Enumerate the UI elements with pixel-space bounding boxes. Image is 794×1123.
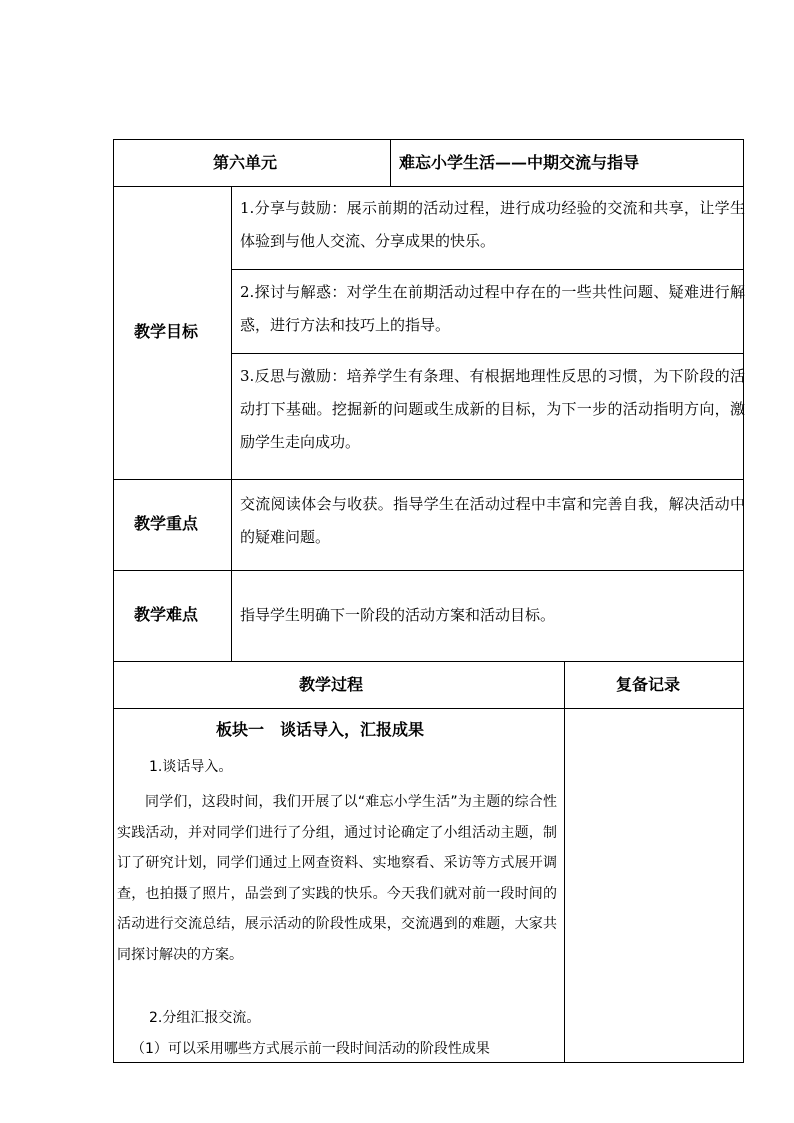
- row-divider: [113, 570, 744, 571]
- section-title: 板块一 谈话导入，汇报成果: [216, 720, 425, 739]
- paragraph-intro-heading: 1.谈话导入。: [149, 759, 233, 775]
- objective-item-3: 3.反思与激励：培养学生有条理、有根据地理性反思的习惯，为下阶段的活动打下基础。挖掘新的问题或生成新的目标，为下一步的活动指明方向，激励学生走向成功。: [240, 367, 745, 451]
- objective-item-1: 1.分享与鼓励：展示前期的活动过程，进行成功经验的交流和共享，让学生体验到与他人交流、分享成果的快乐。: [240, 199, 745, 250]
- row-divider: [113, 661, 744, 662]
- difficulties-label: 教学难点: [134, 605, 199, 624]
- paragraph-question-1: （1）可以采用哪些方式展示前一段时间活动的阶段性成果: [131, 1041, 490, 1057]
- table-border-top: [113, 139, 744, 140]
- table-border-left: [113, 139, 114, 1063]
- objectives-label: 教学目标: [134, 322, 199, 341]
- column-divider: [231, 186, 232, 661]
- unit-label: 第六单元: [213, 153, 278, 172]
- objective-item-2: 2.探讨与解惑：对学生在前期活动过程中存在的一些共性问题、疑难进行解惑，进行方法和技巧上的指导。: [240, 283, 745, 334]
- row-divider: [113, 708, 744, 709]
- paragraph-intro-body: 同学们，这段时间，我们开展了以“难忘小学生活”为主题的综合性实践活动，并对同学们进行了分组，通过讨论确定了小组活动主题，制订了研究计划，同学们通过上网查资料、实地察看、采访等方式展开调查，也拍摄了照片，品尝到了实践的快乐。今天我们就对前一段时间的活动进行交流总结，展示活动的阶段性成果，交流遇到的难题，大家共同探讨解决的方案。: [117, 794, 557, 963]
- difficulties-text: 指导学生明确下一阶段的活动方案和活动目标。: [240, 606, 556, 624]
- column-divider: [390, 139, 391, 186]
- key-points-text: 交流阅读体会与收获。指导学生在活动过程中丰富和完善自我，解决活动中的疑难问题。: [240, 495, 745, 546]
- row-divider: [231, 353, 744, 354]
- process-header: 教学过程: [299, 675, 364, 694]
- row-divider: [113, 479, 744, 480]
- paragraph-group-report: 2.分组汇报交流。: [149, 1010, 261, 1026]
- review-notes-header: 复备记录: [616, 675, 681, 694]
- lesson-title: 难忘小学生活——中期交流与指导: [399, 153, 640, 172]
- row-divider: [113, 186, 744, 187]
- row-divider: [231, 269, 744, 270]
- key-points-label: 教学重点: [134, 514, 199, 533]
- column-divider: [564, 661, 565, 1063]
